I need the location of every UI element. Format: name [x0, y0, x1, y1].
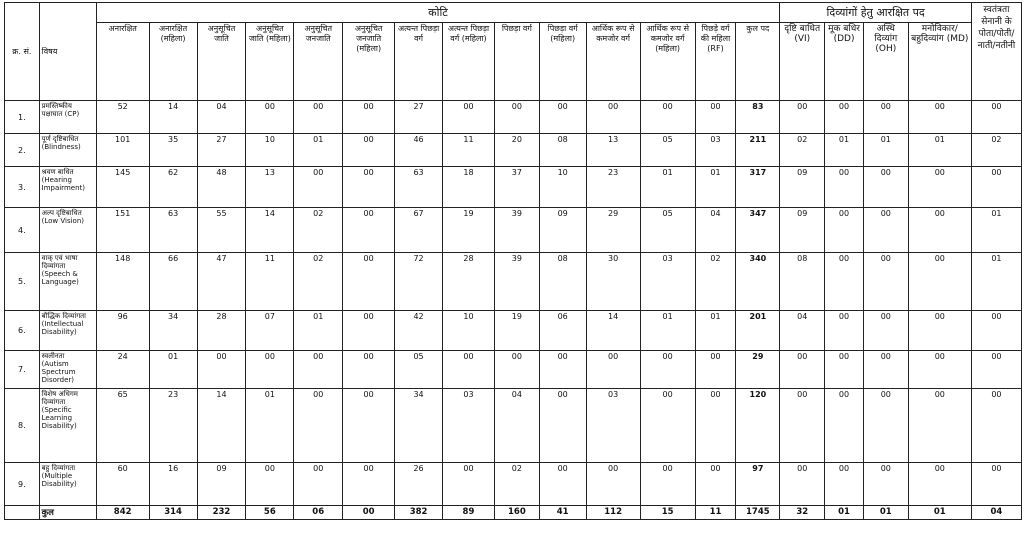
- row-cell: 65: [96, 389, 149, 463]
- header-divyang-col: दृष्टि बाधित (VI): [780, 23, 825, 101]
- row-cell: 00: [863, 208, 908, 253]
- row-cell: 16: [149, 463, 197, 506]
- header-row-groups: [5, 3, 1022, 23]
- row-cell: 00: [343, 134, 395, 167]
- row-cell: 47: [197, 253, 246, 311]
- row-cell: 00: [343, 101, 395, 134]
- row-cell: 00: [539, 389, 586, 463]
- row-cell: 08: [539, 253, 586, 311]
- row-cell: 00: [825, 208, 864, 253]
- row-cell: 00: [908, 311, 971, 351]
- row-subject: पूर्ण दृष्टिबाधित (Blindness): [39, 134, 96, 167]
- row-cell: 05: [640, 208, 695, 253]
- table-row: [5, 351, 1022, 389]
- row-sn: 2.: [5, 134, 40, 167]
- total-cell: 11: [695, 506, 736, 520]
- row-cell: 00: [343, 389, 395, 463]
- row-cell: 00: [863, 253, 908, 311]
- total-cell: 112: [586, 506, 640, 520]
- row-cell: 00: [443, 463, 495, 506]
- row-cell: 00: [294, 463, 343, 506]
- row-cell: 01: [294, 134, 343, 167]
- row-cell: 00: [246, 351, 294, 389]
- row-cell: 26: [395, 463, 443, 506]
- row-cell: 20: [494, 134, 539, 167]
- header-category-col: अनुसूचित जाति (महिला): [246, 23, 294, 101]
- row-cell: 10: [443, 311, 495, 351]
- row-cell: 04: [197, 101, 246, 134]
- header-divyang-col: मूक बधिर (DD): [825, 23, 864, 101]
- row-cell: 48: [197, 167, 246, 208]
- row-cell: 10: [539, 167, 586, 208]
- total-cell: 15: [640, 506, 695, 520]
- row-cell: 00: [640, 463, 695, 506]
- header-category-col: अत्यन्त पिछड़ा वर्ग (महिला): [443, 23, 495, 101]
- row-cell: 00: [908, 101, 971, 134]
- row-cell: 01: [863, 134, 908, 167]
- total-cell: 00: [343, 506, 395, 520]
- row-cell: 00: [780, 463, 825, 506]
- row-cell: 14: [586, 311, 640, 351]
- header-divyang-col: अस्थि दिव्यांग (OH): [863, 23, 908, 101]
- row-cell: 00: [971, 167, 1021, 208]
- row-cell: 18: [443, 167, 495, 208]
- table-row: [5, 134, 1022, 167]
- row-cell: 67: [395, 208, 443, 253]
- row-subject: बहु दिव्यांगता (Multiple Disability): [39, 463, 96, 506]
- row-cell: 19: [443, 208, 495, 253]
- row-cell: 30: [586, 253, 640, 311]
- row-cell: 01: [695, 311, 736, 351]
- row-sn: 6.: [5, 311, 40, 351]
- row-cell: 24: [96, 351, 149, 389]
- row-cell: 00: [343, 208, 395, 253]
- row-subject: वाक् एवं भाषा दिव्यांगता (Speech & Language): [39, 253, 96, 311]
- row-cell: 14: [197, 389, 246, 463]
- row-cell: 07: [246, 311, 294, 351]
- table-row: [5, 208, 1022, 253]
- row-cell: 00: [863, 351, 908, 389]
- row-cell: 00: [640, 351, 695, 389]
- row-cell: 29: [736, 351, 780, 389]
- row-cell: 96: [96, 311, 149, 351]
- row-cell: 00: [825, 351, 864, 389]
- row-cell: 42: [395, 311, 443, 351]
- row-cell: 201: [736, 311, 780, 351]
- table-body: [5, 101, 1022, 520]
- total-cell: 232: [197, 506, 246, 520]
- row-cell: 00: [780, 101, 825, 134]
- header-category-col: अत्यन्त पिछड़ा वर्ग: [395, 23, 443, 101]
- row-cell: 39: [494, 253, 539, 311]
- row-cell: 01: [640, 167, 695, 208]
- row-cell: 347: [736, 208, 780, 253]
- table-row: [5, 167, 1022, 208]
- row-cell: 28: [443, 253, 495, 311]
- total-cell: 01: [908, 506, 971, 520]
- row-cell: 09: [780, 167, 825, 208]
- row-subject: अल्प दृष्टिबाधित (Low Vision): [39, 208, 96, 253]
- row-cell: 00: [695, 101, 736, 134]
- row-cell: 01: [640, 311, 695, 351]
- row-cell: 05: [395, 351, 443, 389]
- row-cell: 148: [96, 253, 149, 311]
- row-cell: 00: [780, 351, 825, 389]
- row-cell: 00: [343, 311, 395, 351]
- row-cell: 00: [780, 389, 825, 463]
- total-row: [5, 506, 1022, 520]
- row-cell: 317: [736, 167, 780, 208]
- row-cell: 00: [908, 389, 971, 463]
- row-cell: 00: [494, 101, 539, 134]
- row-cell: 00: [908, 463, 971, 506]
- row-cell: 00: [294, 351, 343, 389]
- row-cell: 00: [294, 389, 343, 463]
- header-row-columns: [5, 23, 1022, 101]
- header-category-col: पिछड़े वर्ग की महिला (RF): [695, 23, 736, 101]
- row-cell: 01: [294, 311, 343, 351]
- header-category-col: अनुसूचित जनजाति (महिला): [343, 23, 395, 101]
- row-cell: 05: [640, 134, 695, 167]
- row-cell: 02: [695, 253, 736, 311]
- row-cell: 00: [825, 311, 864, 351]
- row-cell: 00: [343, 253, 395, 311]
- row-cell: 00: [908, 208, 971, 253]
- header-category-col: कुल पद: [736, 23, 780, 101]
- row-subject: बौद्धिक दिव्यांगता (Intellectual Disability): [39, 311, 96, 351]
- total-cell: 32: [780, 506, 825, 520]
- row-cell: 00: [863, 167, 908, 208]
- row-cell: 02: [780, 134, 825, 167]
- row-cell: 62: [149, 167, 197, 208]
- row-cell: 03: [695, 134, 736, 167]
- row-cell: 04: [494, 389, 539, 463]
- row-cell: 00: [971, 389, 1021, 463]
- total-cell: 06: [294, 506, 343, 520]
- row-cell: 04: [695, 208, 736, 253]
- total-cell: 41: [539, 506, 586, 520]
- row-cell: 46: [395, 134, 443, 167]
- row-cell: 13: [586, 134, 640, 167]
- header-category-col: अनारक्षित: [96, 23, 149, 101]
- row-cell: 66: [149, 253, 197, 311]
- total-cell: 01: [825, 506, 864, 520]
- row-sn: 7.: [5, 351, 40, 389]
- row-subject: प्रमस्तिष्कीय पक्षाघात (CP): [39, 101, 96, 134]
- row-cell: 00: [908, 167, 971, 208]
- row-cell: 55: [197, 208, 246, 253]
- row-cell: 211: [736, 134, 780, 167]
- row-cell: 01: [971, 253, 1021, 311]
- row-cell: 00: [908, 351, 971, 389]
- row-cell: 00: [586, 463, 640, 506]
- header-category-col: आर्थिक रूप से कमजोर वर्ग: [586, 23, 640, 101]
- row-cell: 52: [96, 101, 149, 134]
- row-cell: 00: [863, 389, 908, 463]
- row-cell: 00: [343, 463, 395, 506]
- total-cell: 160: [494, 506, 539, 520]
- row-cell: 34: [149, 311, 197, 351]
- row-cell: 00: [825, 389, 864, 463]
- row-cell: 00: [586, 101, 640, 134]
- header-sn: क्र. सं.: [5, 3, 40, 101]
- total-label: कुल: [39, 506, 96, 520]
- row-cell: 09: [780, 208, 825, 253]
- row-cell: 09: [539, 208, 586, 253]
- table-row: [5, 389, 1022, 463]
- row-cell: 00: [908, 253, 971, 311]
- row-cell: 00: [825, 253, 864, 311]
- row-cell: 00: [294, 167, 343, 208]
- row-cell: 11: [443, 134, 495, 167]
- table-row: [5, 101, 1022, 134]
- row-cell: 00: [343, 351, 395, 389]
- table-row: [5, 311, 1022, 351]
- row-cell: 37: [494, 167, 539, 208]
- table-row: [5, 463, 1022, 506]
- row-cell: 28: [197, 311, 246, 351]
- header-category-col: पिछड़ा वर्ग: [494, 23, 539, 101]
- row-cell: 04: [780, 311, 825, 351]
- row-cell: 63: [149, 208, 197, 253]
- row-cell: 00: [586, 351, 640, 389]
- row-cell: 00: [971, 101, 1021, 134]
- row-sn: 5.: [5, 253, 40, 311]
- header-divyang-group: दिव्यांगों हेतु आरक्षित पद: [780, 3, 972, 23]
- row-cell: 19: [494, 311, 539, 351]
- total-cell: 314: [149, 506, 197, 520]
- row-cell: 08: [539, 134, 586, 167]
- row-cell: 08: [780, 253, 825, 311]
- row-cell: 00: [695, 463, 736, 506]
- row-cell: 23: [149, 389, 197, 463]
- row-cell: 00: [640, 389, 695, 463]
- row-cell: 00: [246, 101, 294, 134]
- row-cell: 34: [395, 389, 443, 463]
- row-cell: 00: [246, 463, 294, 506]
- total-cell: 04: [971, 506, 1021, 520]
- total-sn: [5, 506, 40, 520]
- row-subject: विशेष अधिगम दिव्यांगता (Specific Learning Disability): [39, 389, 96, 463]
- row-cell: 14: [149, 101, 197, 134]
- row-cell: 02: [971, 134, 1021, 167]
- row-cell: 03: [443, 389, 495, 463]
- total-cell: 842: [96, 506, 149, 520]
- total-cell: 89: [443, 506, 495, 520]
- reservation-table: [4, 2, 1022, 520]
- header-category-col: अनारक्षित (महिला): [149, 23, 197, 101]
- row-cell: 00: [443, 351, 495, 389]
- row-cell: 03: [640, 253, 695, 311]
- header-category-col: अनुसूचित जनजाति: [294, 23, 343, 101]
- row-cell: 00: [494, 351, 539, 389]
- header-divyang-col: मनोविकार/बहुदिव्यांग (MD): [908, 23, 971, 101]
- row-cell: 00: [863, 101, 908, 134]
- row-cell: 14: [246, 208, 294, 253]
- row-subject: स्वलीनता (Autism Spectrum Disorder): [39, 351, 96, 389]
- row-cell: 02: [494, 463, 539, 506]
- row-sn: 8.: [5, 389, 40, 463]
- row-cell: 63: [395, 167, 443, 208]
- row-cell: 00: [971, 463, 1021, 506]
- total-cell: 1745: [736, 506, 780, 520]
- row-cell: 00: [695, 389, 736, 463]
- row-cell: 03: [586, 389, 640, 463]
- row-cell: 01: [246, 389, 294, 463]
- row-cell: 101: [96, 134, 149, 167]
- row-cell: 01: [825, 134, 864, 167]
- row-cell: 00: [825, 463, 864, 506]
- row-cell: 01: [971, 208, 1021, 253]
- row-cell: 00: [443, 101, 495, 134]
- row-cell: 97: [736, 463, 780, 506]
- row-cell: 00: [825, 167, 864, 208]
- row-cell: 02: [294, 253, 343, 311]
- header-subject: विषय: [39, 3, 96, 101]
- row-cell: 27: [395, 101, 443, 134]
- row-cell: 09: [197, 463, 246, 506]
- row-cell: 00: [539, 351, 586, 389]
- row-cell: 00: [539, 101, 586, 134]
- row-cell: 00: [343, 167, 395, 208]
- row-cell: 11: [246, 253, 294, 311]
- header-freedom-fighter: स्वतंत्रता सेनानी के पोता/पोती/नाती/नतीनी: [971, 3, 1021, 101]
- row-cell: 00: [294, 101, 343, 134]
- row-cell: 340: [736, 253, 780, 311]
- row-cell: 120: [736, 389, 780, 463]
- row-cell: 60: [96, 463, 149, 506]
- row-cell: 00: [863, 463, 908, 506]
- row-cell: 00: [971, 351, 1021, 389]
- row-cell: 00: [863, 311, 908, 351]
- header-category-group: कोटि: [96, 3, 780, 23]
- reservation-table-container: [4, 2, 1022, 532]
- row-cell: 02: [294, 208, 343, 253]
- row-cell: 00: [197, 351, 246, 389]
- row-cell: 01: [695, 167, 736, 208]
- header-category-col: आर्थिक रूप से कमजोर वर्ग (महिला): [640, 23, 695, 101]
- row-cell: 83: [736, 101, 780, 134]
- total-cell: 01: [863, 506, 908, 520]
- row-cell: 39: [494, 208, 539, 253]
- row-cell: 23: [586, 167, 640, 208]
- total-cell: 382: [395, 506, 443, 520]
- row-cell: 35: [149, 134, 197, 167]
- row-cell: 00: [825, 101, 864, 134]
- row-sn: 1.: [5, 101, 40, 134]
- row-cell: 00: [539, 463, 586, 506]
- row-sn: 3.: [5, 167, 40, 208]
- row-cell: 00: [971, 311, 1021, 351]
- total-cell: 56: [246, 506, 294, 520]
- row-cell: 151: [96, 208, 149, 253]
- row-cell: 00: [640, 101, 695, 134]
- row-cell: 27: [197, 134, 246, 167]
- row-cell: 01: [908, 134, 971, 167]
- row-subject: श्रवण बाधित (Hearing Impairment): [39, 167, 96, 208]
- row-cell: 72: [395, 253, 443, 311]
- row-cell: 00: [695, 351, 736, 389]
- row-cell: 01: [149, 351, 197, 389]
- header-category-col: अनुसूचित जाति: [197, 23, 246, 101]
- row-cell: 145: [96, 167, 149, 208]
- header-category-col: पिछड़ा वर्ग (महिला): [539, 23, 586, 101]
- row-cell: 29: [586, 208, 640, 253]
- row-cell: 06: [539, 311, 586, 351]
- row-sn: 9.: [5, 463, 40, 506]
- row-cell: 10: [246, 134, 294, 167]
- row-cell: 13: [246, 167, 294, 208]
- table-row: [5, 253, 1022, 311]
- row-sn: 4.: [5, 208, 40, 253]
